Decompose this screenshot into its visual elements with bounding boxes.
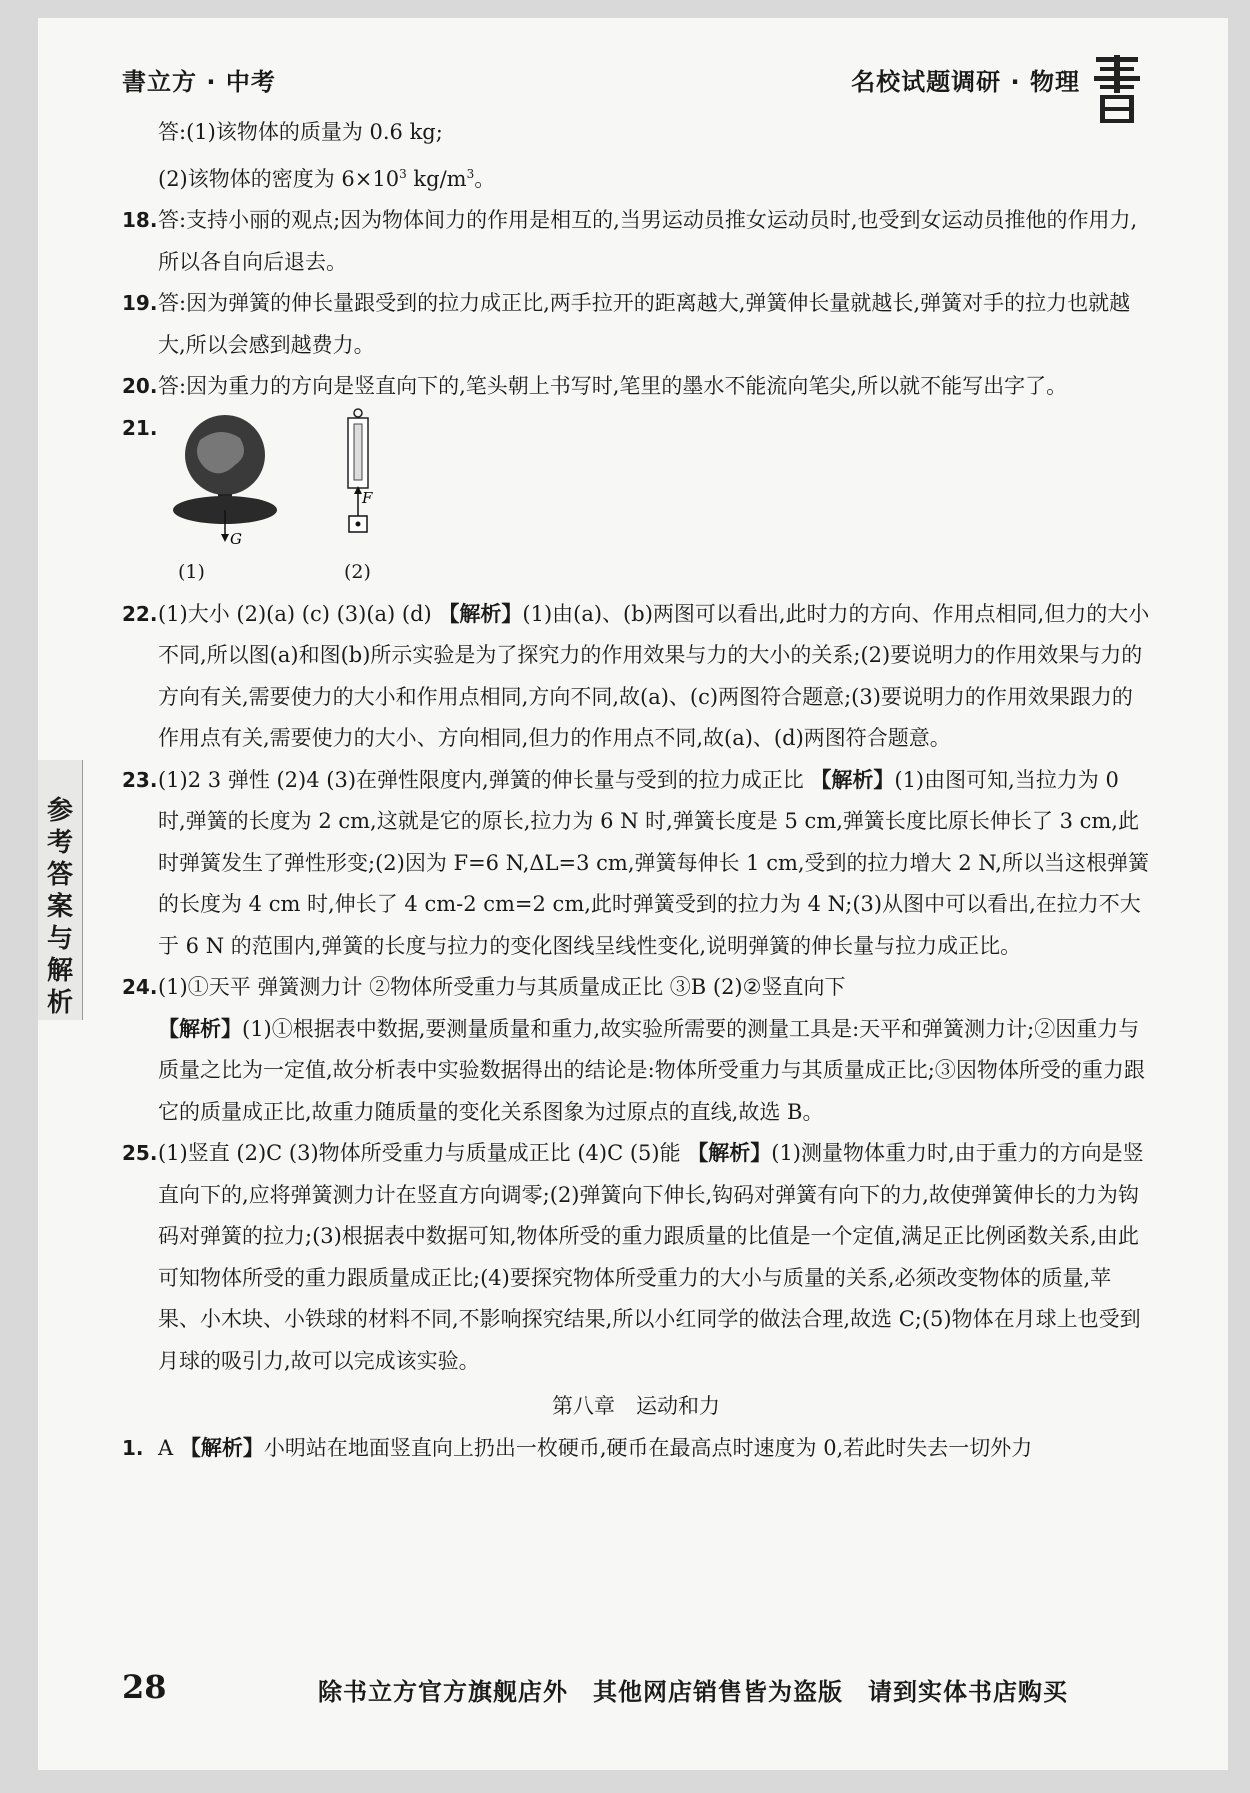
footer-notice: 除书立方官方旗舰店外 其他网店销售皆为盗版 请到实体书店购买 <box>318 1678 1068 1706</box>
chapter-title: 第八章 运动和力 <box>552 1394 720 1418</box>
header-left: 書立方 · 中考 <box>122 68 276 96</box>
answer-17-line1: 答:(1)该物体的质量为 0.6 kg; <box>158 120 443 144</box>
figure-caption-1: (1) <box>178 560 205 583</box>
answer-18: 18. 答:支持小丽的观点;因为物体间力的作用是相互的,当男运动员推女运动员时,也受到女运动员推他的作用力,所以各自向后退去。 <box>122 208 1138 274</box>
answer-22: 22. (1)大小 (2)(a) (c) (3)(a) (d) 【解析】(1)由(a)、(b)两图可以看出,此时力的方向、作用点相同,但力的大小不同,所以图(a)和图(b)所示实验是为了探究力的作用效果与力的大小的关系;(2)要说明力的作用效果与力的方向有关,需要使力的大小和作用点相同,方向不同,故(a)、(c)两图符合题意;(3)要说明力的作用效果跟力的作用点有关,需要使力的大小、方向相同,但力的作用点不同,故(a)、(d)两图符合题意。 <box>122 601 1150 750</box>
svg-text:F: F <box>362 488 373 507</box>
answer-24: 24. (1)①天平 弹簧测力计 ②物体所受重力与其质量成正比 ③B (2)②竖直向下 【解析】(1)①根据表中数据,要测量质量和重力,故实验所需要的测量工具是:天平和弹簧测力计;②因重力与质量之比为一定值,故分析表中实验数据得出的结论是:物体所受重力与其质量成正比;③因物体所受的重力跟它的质量成正比,故重力随质量的变化关系图象为过原点的直线,故选 B。 <box>122 975 1145 1124</box>
answer-21-figure: 21. G F (1) (2) <box>122 408 1150 594</box>
figure-caption-2: (2) <box>344 560 371 583</box>
answer-17-line2: (2)该物体的密度为 $6\times 10^3$ $kg/m^3$。 <box>158 166 496 191</box>
answer-19: 19. 答:因为弹簧的伸长量跟受到的拉力成正比,两手拉开的距离越大,弹簧伸长量就越长,弹簧对手的拉力也就越大,所以会感到越费力。 <box>122 291 1131 357</box>
answer-ch8-1: 1. A 【解析】小明站在地面竖直向上扔出一枚硬币,硬币在最高点时速度为 0,若此时失去一切外力 <box>122 1435 1033 1460</box>
answer-23: 23. (1)2 3 弹性 (2)4 (3)在弹性限度内,弹簧的伸长量与受到的拉力成正比 【解析】(1)由图可知,当拉力为 0 时,弹簧的长度为 2 cm,这就是它的原长,拉力为 6 N 时,弹簧长度是 5 cm,弹簧长度比原长伸长了 3 cm,此时弹簧发生了弹性形变;(2)因为 F=6 N,ΔL=3 cm,弹簧每伸长 1 cm,受到的拉力增大 2 N,所以当这根弹簧的长度为 4 cm 时,伸长了 4 cm-2 cm=2 cm,此时弹簧受到的拉力为 4 N;(3)从图中可以看出,在拉力不大于 6 N 的范围内,弹簧的长度与拉力的变化图线呈线性变化,说明弹簧的伸长量与拉力成正比。 <box>122 767 1149 958</box>
page-number: 28 <box>122 1668 167 1706</box>
spring-scale-figure <box>336 408 386 548</box>
answer-body <box>122 112 1150 1469</box>
answer-25: 25. (1)竖直 (2)C (3)物体所受重力与质量成正比 (4)C (5)能 【解析】(1)测量物体重力时,由于重力的方向是竖直向下的,应将弹簧测力计在竖直方向调零;(2)弹簧向下伸长,钩码对弹簧有向下的力,故使弹簧伸长的力为钩码对弹簧的拉力;(3)根据表中数据可知,物体所受的重力跟质量的比值是一个定值,满足正比例函数关系,由此可知物体所受的重力跟质量成正比;(4)要探究物体所受重力的大小与质量的关系,必须改变物体的质量,苹果、小木块、小铁球的材料不同,不影响探究结果,所以小红同学的做法合理,故选 C;(5)物体在月球上也受到月球的吸引力,故可以完成该实验。 <box>122 1141 1144 1373</box>
side-tab-label: 参考答案与解析 <box>46 796 73 1018</box>
globe-figure <box>170 410 280 550</box>
answer-20: 20. 答:因为重力的方向是竖直向下的,笔头朝上书写时,笔里的墨水不能流向笔尖,所以就不能写出字了。 <box>122 374 1068 398</box>
header-right: 名校试题调研 · 物理 <box>851 68 1080 96</box>
svg-text:G: G <box>230 529 242 548</box>
